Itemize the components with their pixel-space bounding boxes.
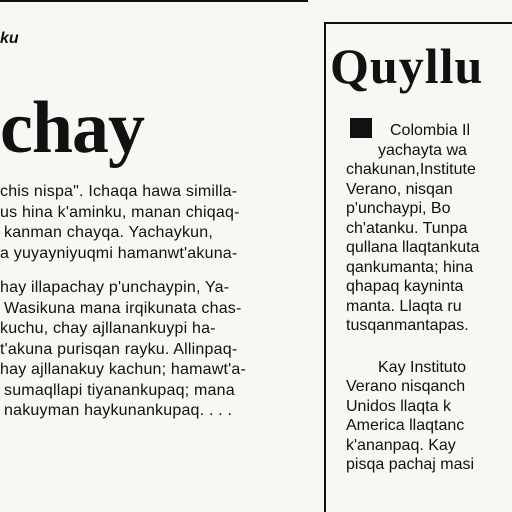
first-line — [346, 118, 512, 141]
right-article-headline: Quyllu — [330, 38, 484, 94]
body-line: qullana llaqtankuta — [346, 239, 480, 256]
body-line: yachayta wa — [378, 141, 467, 159]
square-bullet-icon — [350, 118, 372, 138]
body-line: qhapaq kayninta — [346, 278, 464, 295]
body-line: hay illapachay p'unchaypin, Ya- — [0, 279, 230, 296]
body-line: t'akuna purisqan rayku. Allinpaq- — [0, 340, 238, 358]
body-line: pisqa pachaj masi — [346, 456, 475, 473]
top-rule — [0, 0, 308, 2]
body-line: Verano, nisqan — [346, 180, 453, 198]
body-line: Verano nisqanch — [346, 378, 466, 395]
article-headline: chay — [0, 87, 144, 169]
column-divider — [324, 22, 326, 512]
page-tag: ku — [0, 30, 19, 47]
body-line: America llaqtanc — [346, 417, 465, 434]
body-line: manta. Llaqta ru — [346, 297, 462, 315]
body-line: p'unchaypi, Bo — [346, 200, 451, 217]
right-article-body — [346, 118, 512, 475]
left-article-body — [0, 182, 298, 422]
body-line: chis nispa". Ichaqa hawa similla- — [0, 183, 238, 200]
body-line: a yuyayniyuqmi hamanwt'akuna- — [0, 244, 238, 262]
body-line: Wasikuna mana irqikunata chas- — [4, 299, 242, 317]
body-line: sumaqllapi tiyanankupaq; mana — [4, 381, 235, 399]
body-line: ch'atanku. Tunpa — [346, 219, 468, 237]
body-line: k'ananpaq. Kay — [346, 436, 456, 454]
body-line: kuchu, chay ajllanankuypi ha- — [0, 320, 216, 337]
body-line: hay ajllanakuy kachun; hamawt'a- — [0, 361, 247, 378]
body-line: Unidos llaqta k — [346, 397, 451, 415]
body-line: tusqanmantapas. — [346, 317, 469, 334]
body-line: Kay Instituto — [378, 358, 467, 376]
body-line: qankumanta; hina — [346, 258, 474, 276]
body-line: kanman chayqa. Yachaykun, — [4, 224, 213, 241]
body-line: nakuyman haykunankupaq. . . . — [4, 402, 233, 419]
first-line-text: Colombia Il — [390, 122, 471, 139]
body-line: chakunan,Institute — [346, 161, 476, 178]
right-top-rule — [324, 22, 512, 24]
body-line: us hina k'aminku, manan chiqaq- — [0, 203, 240, 221]
